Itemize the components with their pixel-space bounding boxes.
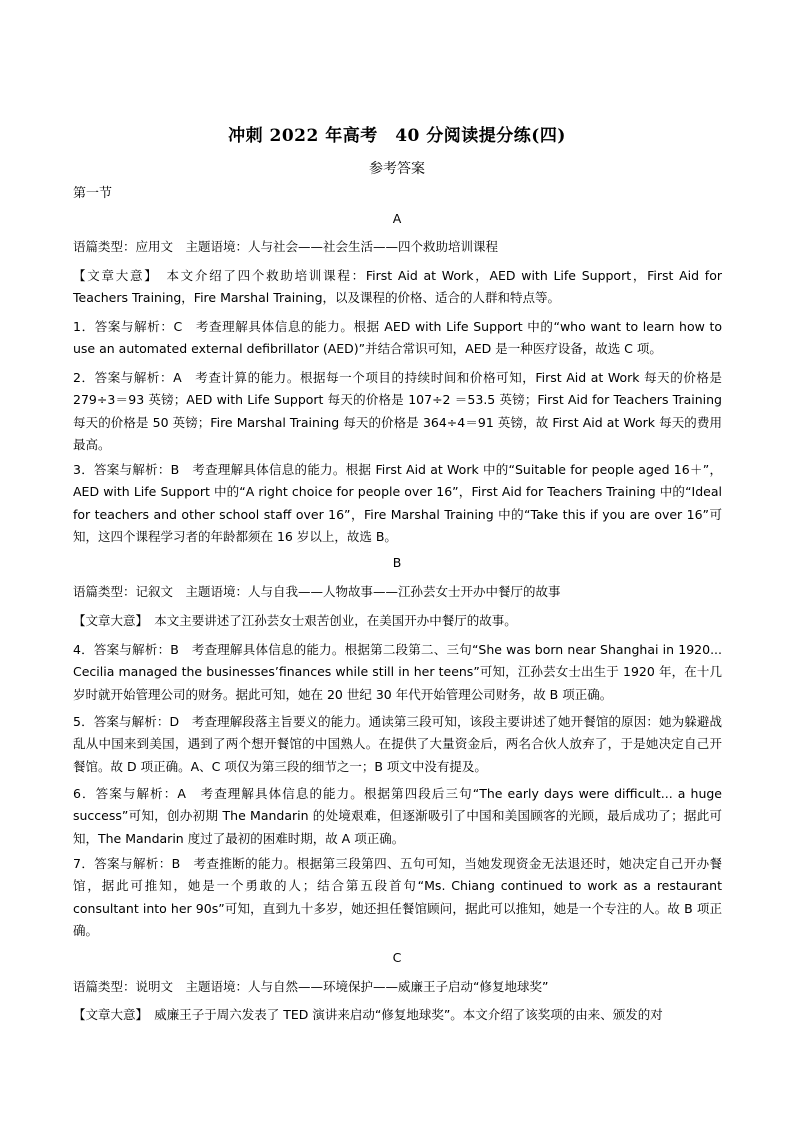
genre-line-b: 语篇类型：记叙文 主题语境：人与自我——人物故事——江孙芸女士开办中餐厅的故事 bbox=[73, 584, 561, 599]
answer-7: 7．答案与解析：B 考查推断的能力。根据第三段第四、五句可知，当她发现资金无法退还时，她决定自己开办餐馆，据此可推知，她是一个勇敢的人；结合第五段首句“Ms. Chiang continued to work as a restaurant consultant into her 90s”可知，直到九十多岁，她还担任餐馆顾问，据此可以推知，她是一个专注的人。故 B 项正确。 bbox=[73, 856, 722, 938]
summary-c: 【文章大意】 威廉王子于周六发表了 TED 演讲来启动“修复地球奖”。本文介绍了该奖项的由来、颁发的对 bbox=[73, 1007, 663, 1022]
summary-a: 【文章大意】 本文介绍了四个救助培训课程：First Aid at Work，AED with Life Support，First Aid for Teachers Training，Fire Marshal Training，以及课程的价格、适合的人群和特点等。 bbox=[73, 268, 722, 306]
answer-3: 3．答案与解析：B 考查理解具体信息的能力。根据 First Aid at Work 中的“Suitable for people aged 16＋”，AED with Life Support 中的“A right choice for people over 16”，First Aid for Teachers Training 中的“Ideal for teachers and other school staff over 16”，Fire Marshal Training 中的“Take this if you are over 16”可知，这四个课程学习者的年龄都须在 16 岁以上，故选 B。 bbox=[73, 462, 722, 544]
passage-letter-b: B bbox=[392, 555, 402, 570]
genre-line-c: 语篇类型：说明文 主题语境：人与自然——环境保护——威廉王子启动“修复地球奖” bbox=[73, 979, 549, 994]
summary-b: 【文章大意】 本文主要讲述了江孙芸女士艰苦创业，在美国开办中餐厅的故事。 bbox=[73, 613, 517, 628]
passage-letter-a: A bbox=[392, 211, 402, 226]
answer-2: 2．答案与解析：A 考查计算的能力。根据每一个项目的持续时间和价格可知，First Aid at Work 每天的价格是 279÷3＝93 英镑；AED with Life Support 每天的价格是 107÷2 ＝53.5 英镑；First Aid for Teachers Training 每天的价格是 50 英镑；Fire Marshal Training 每天的价格是 364÷4＝91 英镑，故 First Aid at Work 每天的费用最高。 bbox=[73, 370, 722, 452]
answer-6: 6．答案与解析：A 考查理解具体信息的能力。根据第四段后三句“The early days were difficult... a huge success”可知，创办初期 The Mandarin 的处境艰难，但逐渐吸引了中国和美国顾客的光顾，最后成功了；据此可知，The Mandarin 度过了最初的困难时期，故 A 项正确。 bbox=[73, 786, 722, 846]
genre-line-a: 语篇类型：应用文 主题语境：人与社会——社会生活——四个救助培训课程 bbox=[73, 239, 499, 254]
page-title: 冲刺 2022 年高考 40 分阅读提分练(四) bbox=[228, 126, 566, 146]
answer-1: 1．答案与解析：C 考查理解具体信息的能力。根据 AED with Life Support 中的“who want to learn how to use an automated external defibrillator (AED)”并结合常识可知，AED 是一种医疗设备，故选 C 项。 bbox=[73, 319, 722, 357]
answer-5: 5．答案与解析：D 考查理解段落主旨要义的能力。通读第三段可知，该段主要讲述了她开餐馆的原因：她为躲避战乱从中国来到美国，遇到了两个想开餐馆的中国熟人。在提供了大量资金后，两名合伙人放弃了，于是她决定自己开餐馆。故 D 项正确。A、C 项仅为第三段的细节之一；B 项文中没有提及。 bbox=[73, 714, 722, 774]
answer-4: 4．答案与解析：B 考查理解具体信息的能力。根据第二段第二、三句“She was born near Shanghai in 1920... Cecilia managed the businesses’finances while still in her teens”可知，江孙芸女士出生于 1920 年，在十几岁时就开始管理公司的财务。据此可知，她在 20 世纪 30 年代开始管理公司财务，故 B 项正确。 bbox=[73, 642, 722, 702]
section-label: 第一节 bbox=[73, 186, 113, 201]
page-subtitle: 参考答案 bbox=[369, 161, 425, 177]
passage-letter-c: C bbox=[392, 950, 402, 965]
